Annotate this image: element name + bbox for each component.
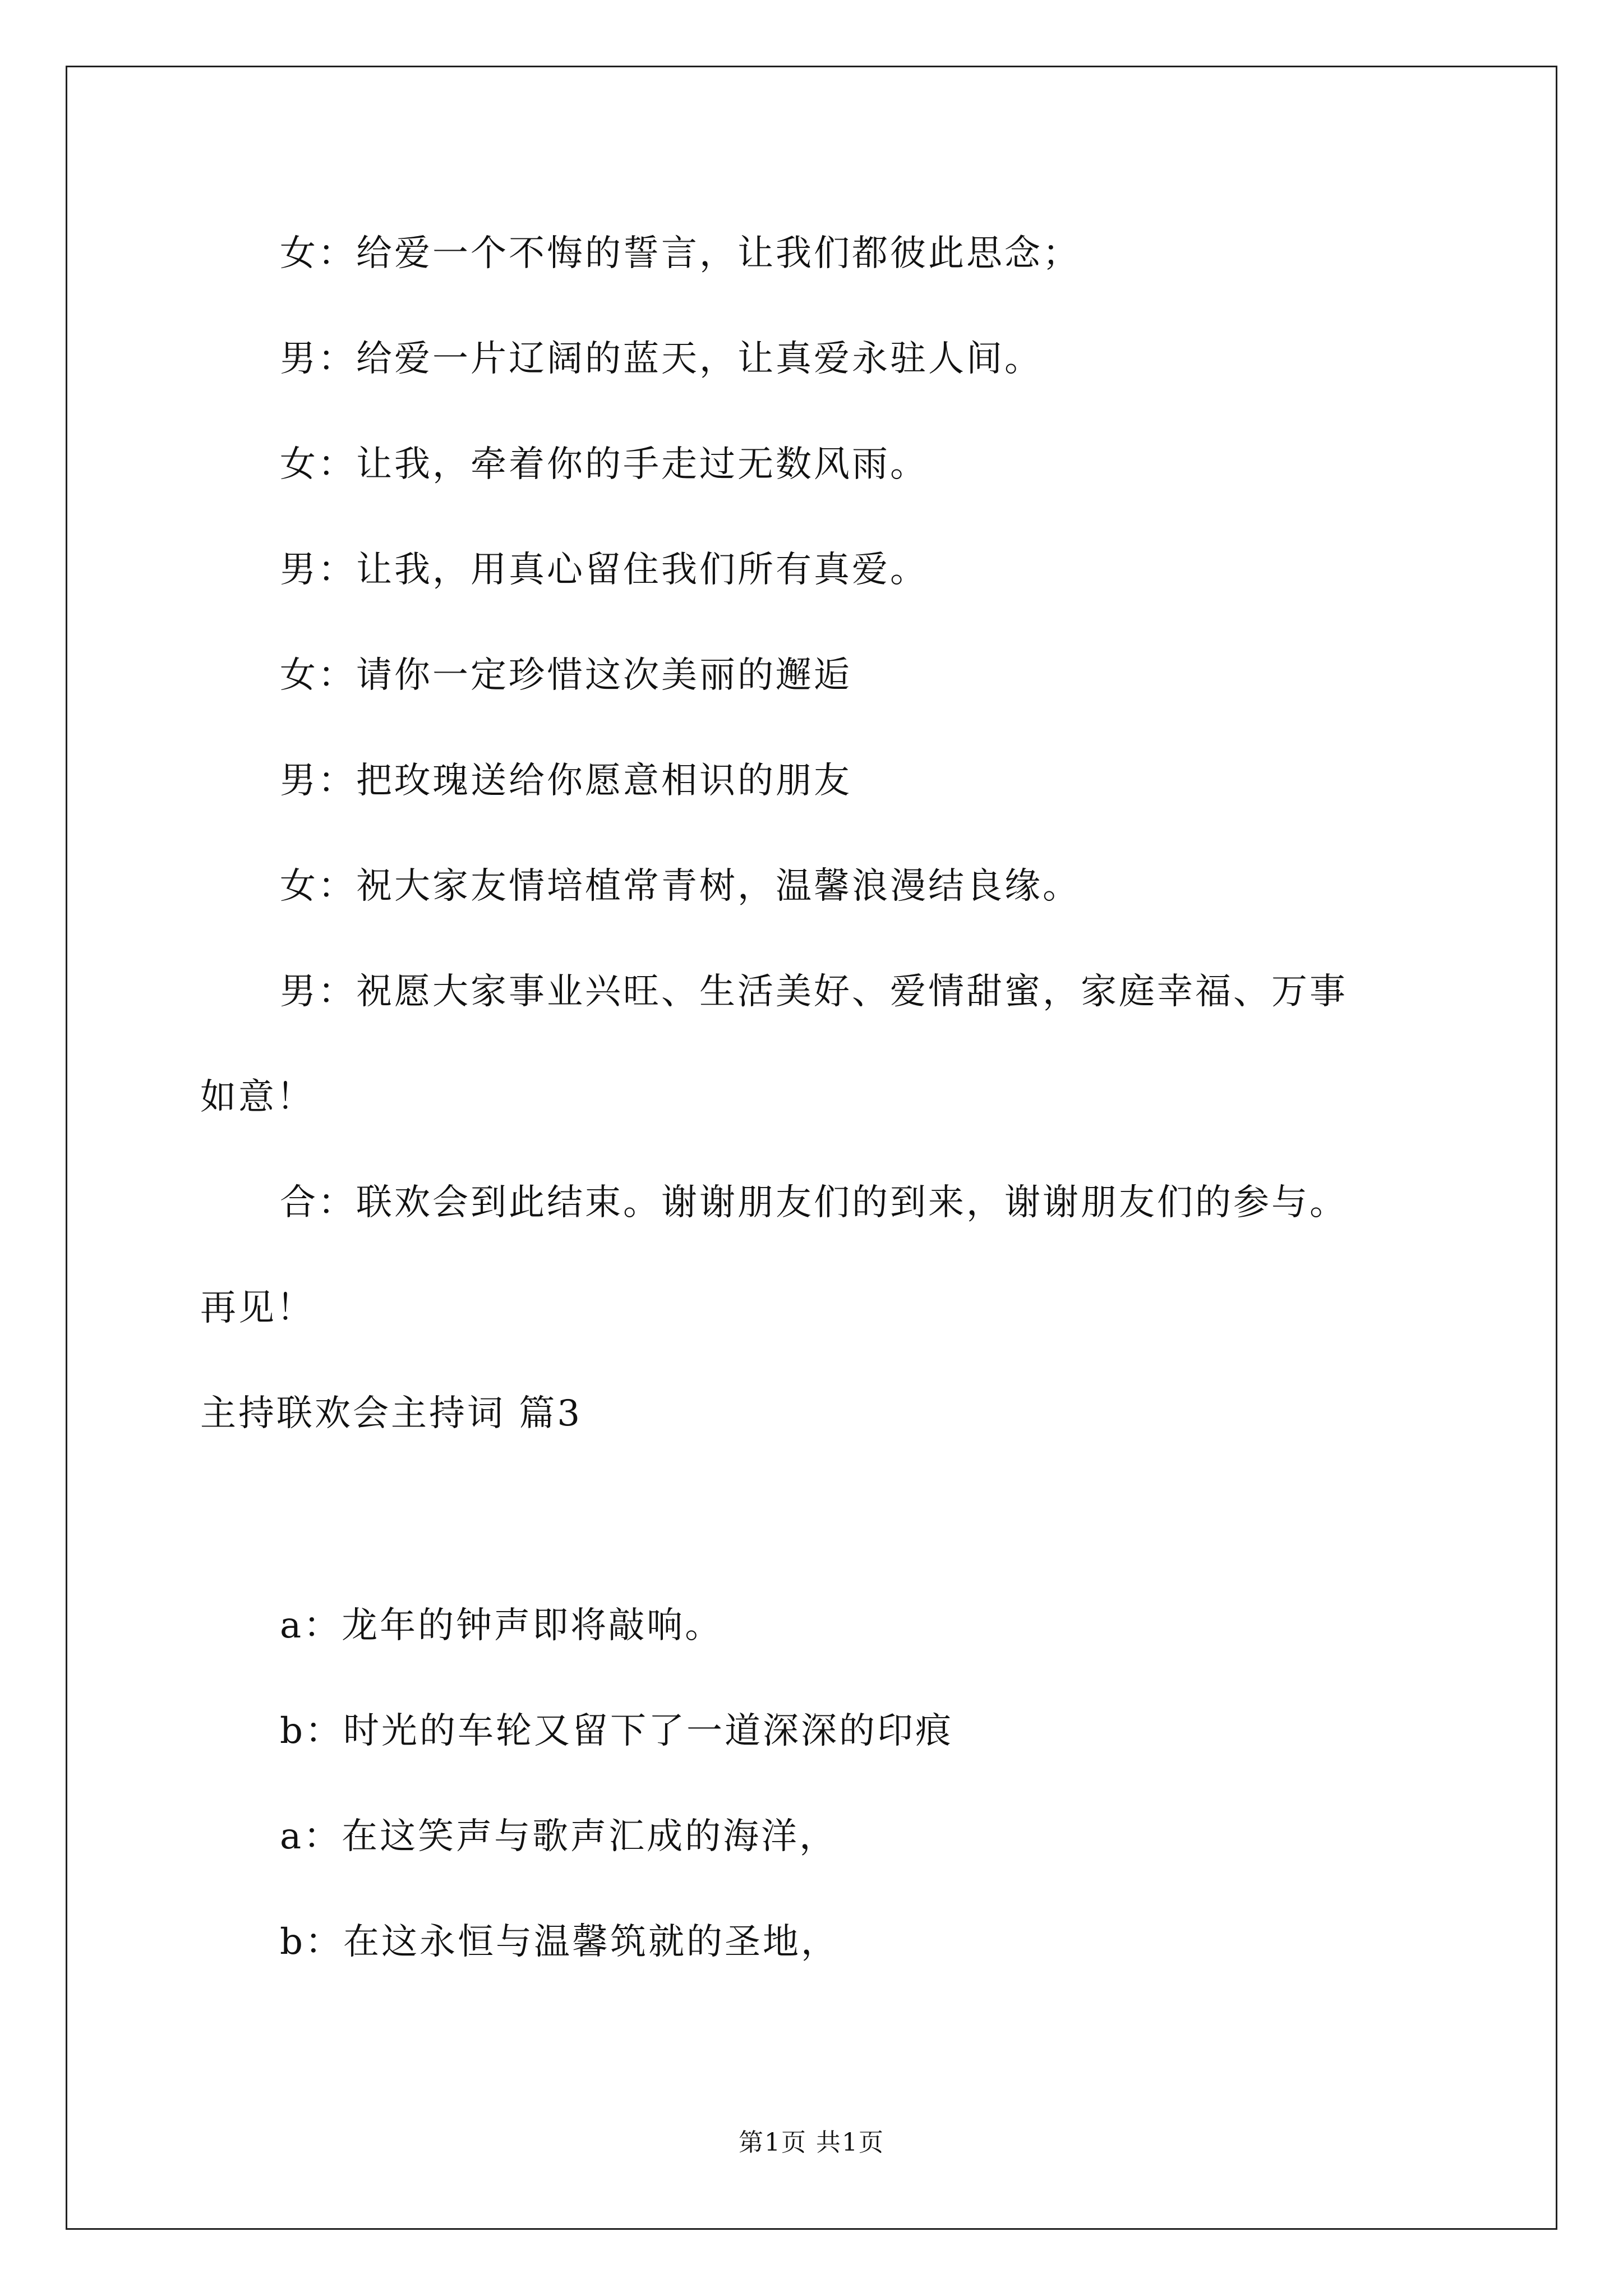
dialogue-line-continuation: 再见！: [200, 1287, 315, 1329]
dialogue-line: 合：联欢会到此结束。谢谢朋友们的到来，谢谢朋友们的参与。: [280, 1182, 1348, 1223]
dialogue-line: 女：给爱一个不悔的誓言，让我们都彼此思念；: [280, 233, 1081, 274]
dialogue-line: 女：请你一定珍惜这次美丽的邂逅: [280, 655, 852, 696]
dialogue-line: 男：把玫瑰送给你愿意相识的朋友: [280, 760, 852, 802]
dialogue-line: b：时光的车轮又留下了一道深深的印痕: [280, 1710, 953, 1752]
section-heading: 主持联欢会主持词 篇3: [200, 1393, 583, 1434]
dialogue-line: 女：祝大家友情培植常青树，温馨浪漫结良缘。: [280, 866, 1081, 907]
dialogue-line: 男：祝愿大家事业兴旺、生活美好、爱情甜蜜，家庭幸福、万事: [280, 971, 1348, 1013]
page-border: [66, 66, 1557, 2230]
dialogue-line: a：龙年的钟声即将敲响。: [280, 1605, 723, 1646]
dialogue-line: a：在这笑声与歌声汇成的海洋，: [280, 1816, 838, 1857]
dialogue-line-continuation: 如意！: [200, 1076, 315, 1118]
dialogue-line: 女：让我，牵着你的手走过无数风雨。: [280, 444, 928, 485]
page-footer: 第1页 共1页: [739, 2128, 884, 2157]
dialogue-line: 男：给爱一片辽阔的蓝天，让真爱永驻人间。: [280, 338, 1043, 380]
dialogue-line: 男：让我，用真心留住我们所有真爱。: [280, 549, 928, 591]
dialogue-line: b：在这永恒与温馨筑就的圣地，: [280, 1921, 839, 1963]
